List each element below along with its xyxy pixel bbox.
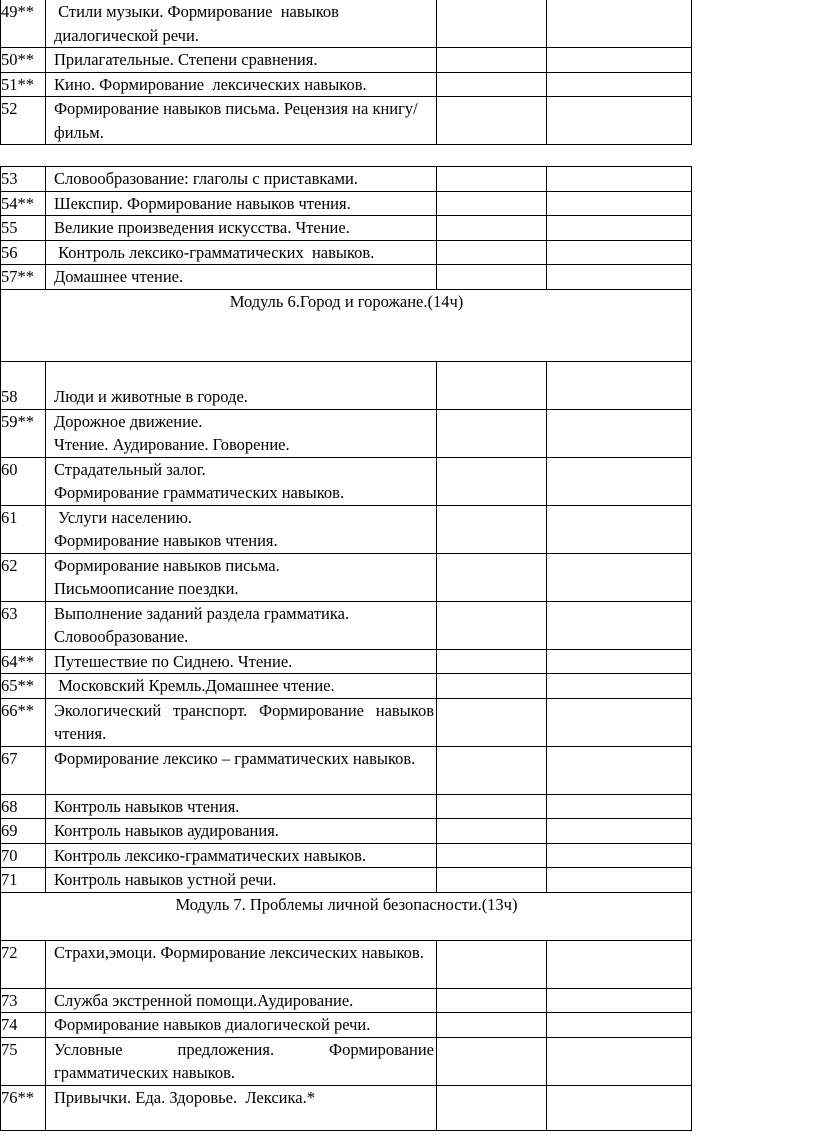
lesson-number: 65** [1, 674, 46, 699]
note-cell [547, 265, 692, 290]
lesson-number: 56 [1, 240, 46, 265]
lesson-number: 66** [1, 698, 46, 746]
lesson-topic: Прилагательные. Степени сравнения. [46, 48, 437, 73]
plan-date-cell [437, 553, 547, 601]
note-cell [547, 868, 692, 893]
note-cell [547, 819, 692, 844]
lesson-topic: Условные предложения. Формирование грамматических навыков. [46, 1037, 437, 1085]
lesson-number: 54** [1, 191, 46, 216]
topic-line: Услуги населению. [54, 507, 193, 527]
module-7-title: Модуль 7. Проблемы личной безопасности.(13ч) [1, 892, 692, 940]
plan-date-cell [437, 505, 547, 553]
note-cell [547, 649, 692, 674]
plan-date-cell [437, 240, 547, 265]
note-cell [547, 601, 692, 649]
note-cell [547, 1013, 692, 1038]
topic-line: Формирование грамматических навыков. [54, 483, 345, 502]
lesson-topic: Стили музыки. Формирование навыков диалогической речи. [46, 0, 437, 48]
note-cell [547, 167, 692, 192]
note-cell [547, 457, 692, 505]
lesson-number: 74 [1, 1013, 46, 1038]
lesson-number: 50** [1, 48, 46, 73]
plan-date-cell [437, 868, 547, 893]
plan-date-cell [437, 674, 547, 699]
topic-line: Выполнение заданий раздела грамматика. [54, 603, 350, 623]
plan-date-cell [437, 746, 547, 794]
plan-date-cell [437, 48, 547, 73]
lesson-number: 63 [1, 601, 46, 649]
lesson-topic: Экологический транспорт. Формирование навыков чтения. [46, 698, 437, 746]
topic-line: Формирование навыков чтения. [54, 531, 278, 550]
table-row [1, 409, 692, 457]
lesson-table-b [0, 166, 692, 1131]
table-row [1, 1013, 692, 1038]
table-row [1, 1085, 692, 1130]
lesson-topic: Кино. Формирование лексических навыков. [46, 72, 437, 97]
table-row [1, 1037, 692, 1085]
lesson-number: 75 [1, 1037, 46, 1085]
plan-date-cell [437, 988, 547, 1013]
lesson-topic: Служба экстренной помощи.Аудирование. [46, 988, 437, 1013]
table-row [1, 0, 692, 48]
table-row [1, 746, 692, 794]
lesson-topic: Контроль лексико-грамматических навыков. [46, 240, 437, 265]
plan-date-cell [437, 0, 547, 48]
table-row [1, 940, 692, 988]
lesson-topic: Путешествие по Сиднею. Чтение. [46, 649, 437, 674]
plan-date-cell [437, 216, 547, 241]
plan-date-cell [437, 843, 547, 868]
lesson-topic: Контроль навыков аудирования. [46, 819, 437, 844]
plan-date-cell [437, 1085, 547, 1130]
lesson-topic [46, 361, 437, 409]
lesson-number: 72 [1, 940, 46, 988]
lesson-topic [46, 505, 437, 553]
lesson-number-text: 58 [1, 387, 18, 406]
note-cell [547, 698, 692, 746]
table-row [1, 988, 692, 1013]
lesson-topic: Привычки. Еда. Здоровье. Лексика.* [46, 1085, 437, 1130]
table-row [1, 601, 692, 649]
plan-date-cell [437, 361, 547, 409]
table-row [1, 240, 692, 265]
plan-date-cell [437, 265, 547, 290]
table-row [1, 674, 692, 699]
lesson-topic: Формирование лексико – грамматических навыков. [46, 746, 437, 794]
table-row [1, 265, 692, 290]
note-cell [547, 674, 692, 699]
table-row [1, 191, 692, 216]
lesson-topic: Домашнее чтение. [46, 265, 437, 290]
plan-date-cell [437, 167, 547, 192]
lesson-number: 64** [1, 649, 46, 674]
note-cell [547, 505, 692, 553]
table-row [1, 794, 692, 819]
plan-date-cell [437, 601, 547, 649]
topic-line: Словообразование. [54, 627, 189, 646]
plan-date-cell [437, 457, 547, 505]
note-cell [547, 553, 692, 601]
note-cell [547, 48, 692, 73]
lesson-topic [46, 601, 437, 649]
table-row [1, 819, 692, 844]
lesson-number: 69 [1, 819, 46, 844]
table-row [1, 361, 692, 409]
module-heading-row [1, 892, 692, 940]
lesson-number: 62 [1, 553, 46, 601]
lesson-topic: Словообразование: глаголы с приставками. [46, 167, 437, 192]
note-cell [547, 0, 692, 48]
lesson-topic: Контроль навыков чтения. [46, 794, 437, 819]
topic-line: Чтение. Аудирование. Говорение. [54, 435, 290, 454]
note-cell [547, 240, 692, 265]
lesson-number: 71 [1, 868, 46, 893]
module-heading-row [1, 289, 692, 361]
lesson-topic: Контроль навыков устной речи. [46, 868, 437, 893]
topic-line: Дорожное движение. [54, 411, 203, 431]
plan-date-cell [437, 1013, 547, 1038]
table-row [1, 97, 692, 145]
table-row [1, 698, 692, 746]
note-cell [547, 1037, 692, 1085]
plan-date-cell [437, 649, 547, 674]
plan-date-cell [437, 191, 547, 216]
plan-date-cell [437, 940, 547, 988]
note-cell [547, 988, 692, 1013]
lesson-number: 70 [1, 843, 46, 868]
lesson-number: 51** [1, 72, 46, 97]
table-row [1, 216, 692, 241]
lesson-topic [46, 457, 437, 505]
plan-date-cell [437, 72, 547, 97]
table-row [1, 843, 692, 868]
lesson-topic: Великие произведения искусства. Чтение. [46, 216, 437, 241]
lesson-number: 60 [1, 457, 46, 505]
lesson-number: 49** [1, 0, 46, 48]
note-cell [547, 409, 692, 457]
lesson-topic [46, 553, 437, 601]
lesson-topic: Формирование навыков письма. Рецензия на книгу/фильм. [46, 97, 437, 145]
note-cell [547, 843, 692, 868]
note-cell [547, 361, 692, 409]
plan-date-cell [437, 97, 547, 145]
table-row [1, 72, 692, 97]
lesson-number: 61 [1, 505, 46, 553]
lesson-number: 57** [1, 265, 46, 290]
lesson-topic: Страхи,эмоци. Формирование лексических навыков. [46, 940, 437, 988]
lesson-topic: Шекспир. Формирование навыков чтения. [46, 191, 437, 216]
lesson-topic: Формирование навыков диалогической речи. [46, 1013, 437, 1038]
topic-line: Письмоописание поездки. [54, 579, 239, 598]
plan-date-cell [437, 1037, 547, 1085]
table-row [1, 505, 692, 553]
lesson-number: 68 [1, 794, 46, 819]
topic-line: Формирование навыков письма. [54, 555, 280, 575]
lesson-number: 52 [1, 97, 46, 145]
lesson-number: 53 [1, 167, 46, 192]
note-cell [547, 97, 692, 145]
note-cell [547, 216, 692, 241]
lesson-number: 67 [1, 746, 46, 794]
note-cell [547, 940, 692, 988]
note-cell [547, 191, 692, 216]
table-row [1, 167, 692, 192]
lesson-topic: Контроль лексико-грамматических навыков. [46, 843, 437, 868]
table-row [1, 457, 692, 505]
lesson-topic [46, 409, 437, 457]
table-row [1, 868, 692, 893]
note-cell [547, 1085, 692, 1130]
lesson-number [1, 361, 46, 409]
lesson-number: 59** [1, 409, 46, 457]
plan-date-cell [437, 698, 547, 746]
lesson-number: 55 [1, 216, 46, 241]
table-row [1, 553, 692, 601]
lesson-topic: Московский Кремль.Домашнее чтение. [46, 674, 437, 699]
plan-date-cell [437, 794, 547, 819]
table-row [1, 649, 692, 674]
lesson-table-a [0, 0, 692, 145]
lesson-number: 76** [1, 1085, 46, 1130]
topic-line: Страдательный залог. [54, 459, 206, 479]
note-cell [547, 794, 692, 819]
lesson-topic-text: Люди и животные в городе. [54, 387, 248, 406]
plan-date-cell [437, 409, 547, 457]
note-cell [547, 72, 692, 97]
note-cell [547, 746, 692, 794]
table-row [1, 48, 692, 73]
plan-date-cell [437, 819, 547, 844]
lesson-number: 73 [1, 988, 46, 1013]
module-6-title: Модуль 6.Город и горожане.(14ч) [1, 289, 692, 361]
